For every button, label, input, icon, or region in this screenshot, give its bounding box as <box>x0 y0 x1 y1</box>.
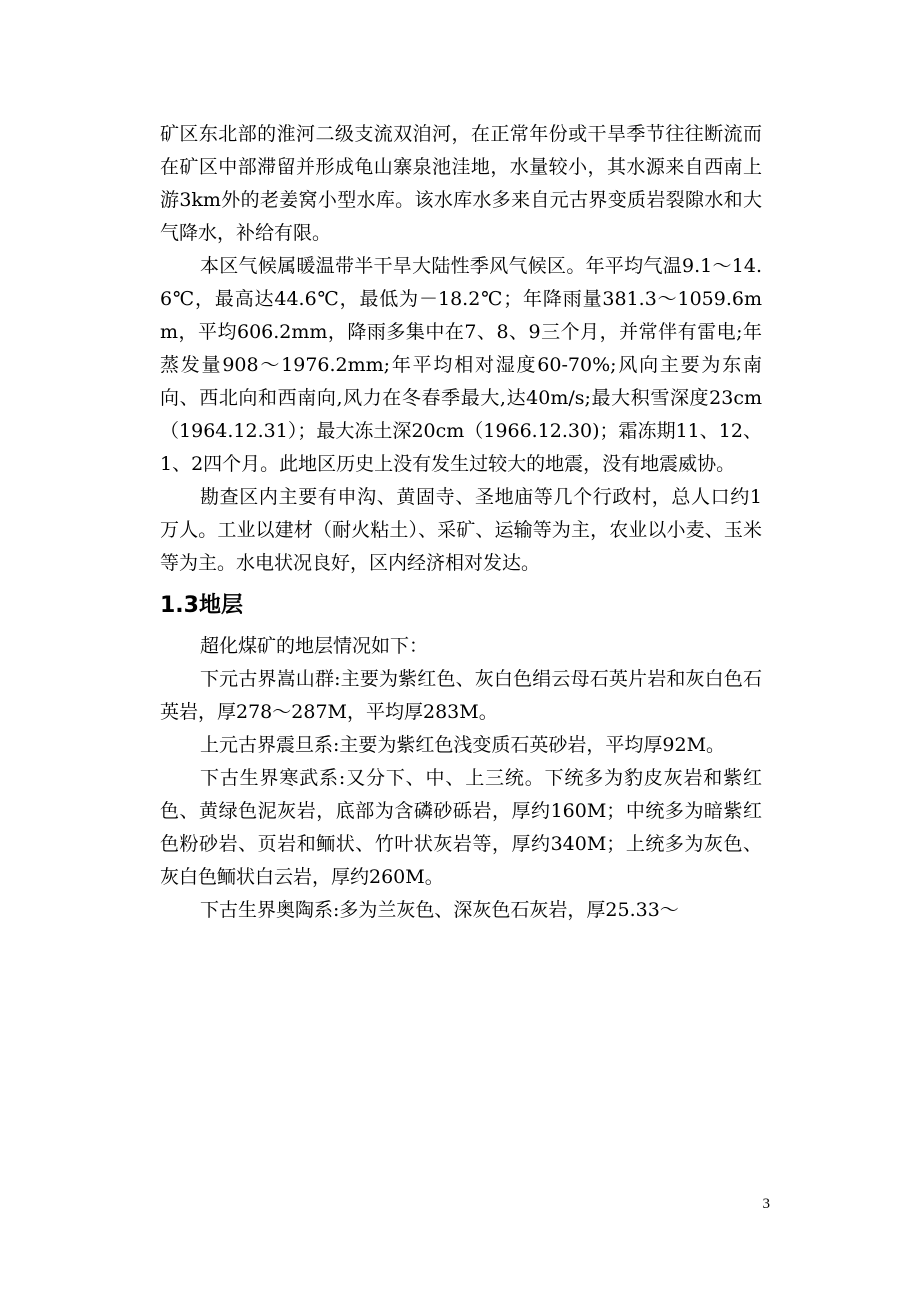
paragraph-population: 勘查区内主要有申沟、黄固寺、圣地庙等几个行政村，总人口约1万人。工业以建材（耐火粘土）、采矿、运输等为主，农业以小麦、玉米等为主。水电状况良好，区内经济相对发达。 <box>160 486 762 574</box>
paragraph-sinian-system: 上元古界震旦系:主要为紫红色浅变质石英砂岩，平均厚92M。 <box>200 734 726 756</box>
document-page <box>160 118 762 927</box>
paragraph-cambrian-system: 下古生界寒武系:又分下、中、上三统。下统多为豹皮灰岩和紫红色、黄绿色泥灰岩，底部为含磷砂砾岩，厚约160M；中统多为暗紫红色粉砂岩、页岩和鲕状、竹叶状灰岩等，厚约340M；上统多为灰色、灰白色鲕状白云岩，厚约260M。 <box>160 767 762 888</box>
paragraph-hydrology: 矿区东北部的淮河二级支流双洎河，在正常年份或干旱季节往往断流而在矿区中部滞留并形成龟山寨泉池洼地，水量较小，其水源来自西南上游3km外的老姜窝小型水库。该水库水多来自元古界变质岩裂隙水和大气降水，补给有限。 <box>160 123 762 244</box>
section-heading-strata: 1.3地层 <box>160 593 243 618</box>
paragraph-ordovician-system: 下古生界奥陶系:多为兰灰色、深灰色石灰岩，厚25.33～ <box>200 899 679 921</box>
paragraph-strata-intro: 超化煤矿的地层情况如下： <box>200 635 429 657</box>
paragraph-songshan-group: 下元古界嵩山群:主要为紫红色、灰白色绢云母石英片岩和灰白色石英岩，厚278～287M，平均厚283M。 <box>160 668 762 723</box>
page-number: 3 <box>762 1196 770 1212</box>
paragraph-climate: 本区气候属暖温带半干旱大陆性季风气候区。年平均气温9.1～14.6℃，最高达44.6℃，最低为－18.2℃；年降雨量381.3～1059.6mm，平均606.2mm，降雨多集中在7、8、9三个月，并常伴有雷电;年蒸发量908～1976.2mm;年平均相对湿度60-70%;风向主要为东南向、西北向和西南向,风力在冬春季最大,达40m/s;最大积雪深度23cm（1964.12.31）；最大冻土深20cm（1966.12.30)；霜冻期11、12、1、2四个月。此地区历史上没有发生过较大的地震，没有地震威协。 <box>160 255 762 475</box>
